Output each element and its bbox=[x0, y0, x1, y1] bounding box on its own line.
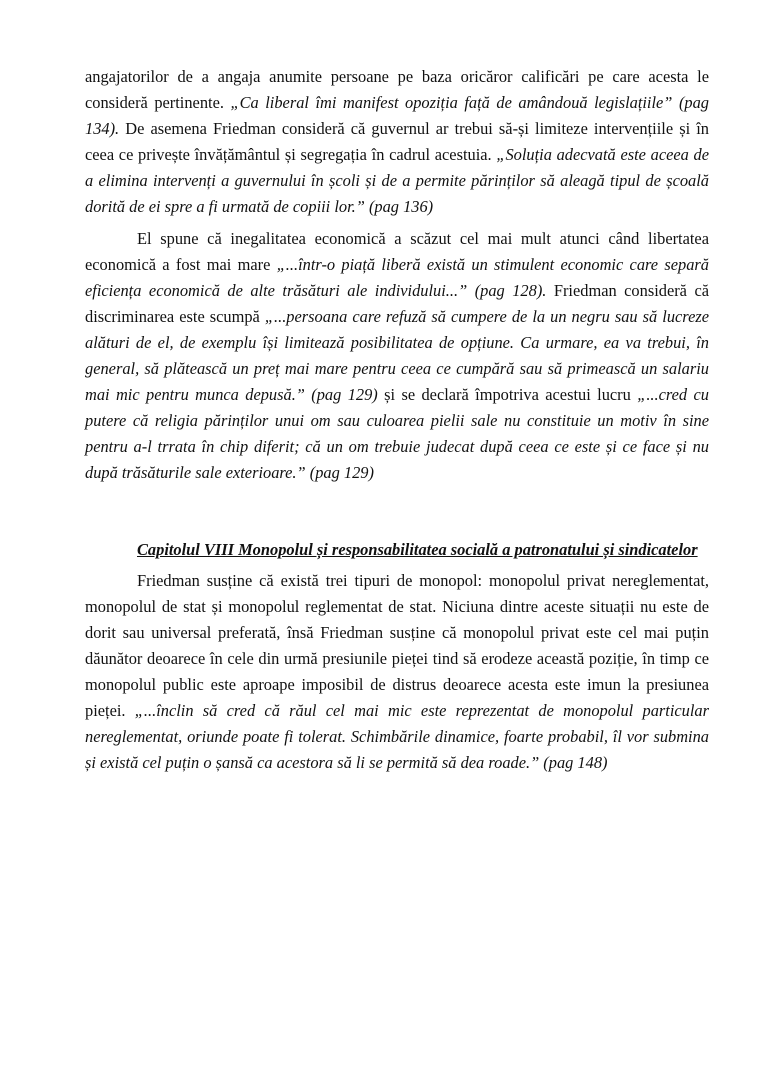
document-page bbox=[85, 64, 709, 776]
paragraph-3-text-1: Friedman susține că există trei tipuri de monopol: monopolul privat nereglementat, monopolul de stat și monopolul reglementat de stat. Niciuna dintre aceste situații nu este de dorit sau universal preferată, însă Friedman susține că monopolul privat este cel mai puțin dăunător deoarece în cele din urmă presiunile pieței tind să erodeze această poziție, în timp ce monopolul public este aproape imposibil de distrus deoarece acesta este imun la presiunea pieței. bbox=[85, 571, 709, 720]
paragraph-1-quote-2: „Soluția adecvată este aceea de a elimina intervenți a guvernului în școli și de a permite părinților să aleagă tipul de școală dorită de ei spre a fi urmată de copiii lor.” (pag 136) bbox=[85, 145, 709, 216]
paragraph-2 bbox=[85, 226, 709, 486]
paragraph-2-quote-1: „...într-o piață liberă există un stimulent economic care separă eficiența economică de alte trăsături ale individului...” (pag 128). bbox=[85, 255, 709, 300]
paragraph-2-quote-3: „...cred cu putere că religia părinților unui om sau culoarea pielii sale nu constituie un motiv în sine pentru a-l trrata în chip diferit; că un om trebuie judecat după ceea ce este și ce face și nu după trăsăturile sale exterioare.” (pag 129) bbox=[85, 385, 709, 482]
paragraph-1-text-2: De asemena Friedman consideră că guvernul ar trebui să-și limiteze intervențiile și în ceea ce privește învățământul și segregația în cadrul acestuia. bbox=[85, 119, 709, 164]
paragraph-3-quote-1: „...înclin să cred că răul cel mai mic este reprezentat de monopolul particular nereglementat, oriunde poate fi tolerat. Schimbările dinamice, foarte probabil, îl vor submina și există cel puțin o șansă ca acestora să li se permită să dea roade.” (pag 148) bbox=[85, 701, 709, 772]
paragraph-3 bbox=[85, 568, 709, 776]
chapter-heading: Capitolul VIII Monopolul și responsabilitatea socială a patronatului și sindicatelor bbox=[137, 540, 698, 559]
paragraph-2-text-1: El spune că inegalitatea economică a scăzut cel mai mult atunci când libertatea economică a fost mai mare bbox=[85, 229, 709, 274]
paragraph-2-quote-2: „...persoana care refuză să cumpere de la un negru sau să lucreze alături de el, de exemplu își limitează posibilitatea de opțiune. Ca urmare, ea va trebui, în general, să plătească un preț mai mare pentru ceea ce cumpără sau să primească un salariu mai mic pentru munca depusă.” (pag 129) bbox=[85, 307, 709, 404]
paragraph-1-quote-1: „Ca liberal îmi manifest opoziția față de amândouă legislațiile” (pag 134). bbox=[85, 93, 709, 138]
paragraph-2-text-2: Friedman consideră că discriminarea este scumpă bbox=[85, 281, 709, 326]
paragraph-1 bbox=[85, 64, 709, 220]
paragraph-2-text-3: și se declară împotriva acestui lucru bbox=[377, 385, 638, 404]
paragraph-1-text-1: angajatorilor de a angaja anumite persoane pe baza oricăror calificări pe care acesta le consideră pertinente. bbox=[85, 67, 709, 112]
